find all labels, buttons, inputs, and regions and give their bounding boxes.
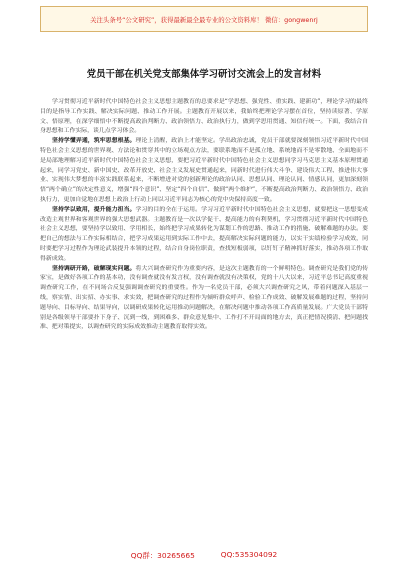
paragraph-text: 将大兴调查研究作为重要内容，是这次主题教育的一个鲜明特色。调查研究是我们党的传家宝，是做好各项工作的基本功，没有调查就没有发言权，没有调查就没有决策权，党的十八大以来，习近平总书记高度重视调查研究工作，在不同场合反复强调调查研究的重要性。作为一名党员干部，必须大兴调查研究之风，带着问题深入基层一线，察实情、出实招、办实事、求实效，把调查研究的过程作为倾听群众呼声、检验工作成效、破解发展难题的过程，坚持问题导向、目标导向、结果导向，以调研成果转化运用推动问题解决，在解决问题中推动各项工作高质量发展。广大党员干部特别是各级领导干部要扑下身子、沉到一线，到困难多、群众意见集中、工作打不开局面的地方去，真正把情况摸清、把问题找准、把对策提实，以调查研究的实际成效推动主题教育取得实效。 <box>40 265 368 331</box>
document-title: 党员干部在机关党支部集体学习研讨交流会上的发言材料 <box>86 69 322 80</box>
banner-text: 关注头条号“公文研究”，获得最新最全最专业的公文资料库！ 微信：gongwenrj <box>90 15 318 24</box>
footer-qq: QQ:535304092 <box>220 550 278 559</box>
paragraph <box>40 137 368 206</box>
paragraph-lead: 坚持调研开路，破解现实问题。 <box>52 265 136 272</box>
paragraph-text: 学习的目的全在于运用。学习习近平新时代中国特色社会主义思想，就要把这一思想变成改造主观世界和客观世界的强大思想武器。主题教育是一次以学促干、提高能力的有利契机，学习贯彻习近平新时代中国特色社会主义思想，要坚持学以致用、学用相长，始终把学习成果转化为谋划工作的思路、推动工作的措施、破解难题的办法。要把自己的想法与工作实际相结合，把学习成果运用到实际工作中去，提高解决实际问题的能力，以实干实绩检验学习成效，同时要把学习过程作为理论武装提升本领的过程，结合自身岗位职责，查找短板弱项，以钉钉子精神抓好落实，推动各项工作取得新成效。 <box>40 206 368 262</box>
paragraph <box>40 265 368 334</box>
footer-contact <box>40 550 368 561</box>
paragraph-lead: 坚持学懂弄通，筑牢思想根基。 <box>52 138 136 145</box>
paragraph-text: 理论上清醒，政治上才能坚定。学出政治忠诚，党员干部就要深刻领悟习近平新时代中国特色社会主义思想的世界观、方法论和贯穿其中的立场观点方法，要联系地而不是孤立地、系统地而不是零散地、全面地而不是局部地理解习近平新时代中国特色社会主义思想，要把习近平新时代中国特色社会主义思想同学习马克思主义基本原理贯通起来，同学习党史、新中国史、改革开放史、社会主义发展史贯通起来，同新时代进行伟大斗争、建设伟大工程、推进伟大事业、实现伟大梦想的丰富实践联系起来，不断增进对党的创新理论的政治认同、思想认同、理论认同、情感认同，更加深刻领悟“两个确立”的决定性意义，增强“四个意识”、坚定“四个自信”、做到“两个维护”，不断提高政治判断力、政治领悟力、政治执行力，更加自觉地在思想上政治上行动上同以习近平同志为核心的党中央保持高度一致。 <box>40 138 368 203</box>
header-banner <box>40 6 368 32</box>
document-body <box>40 98 368 510</box>
paragraph-text: 学习贯彻习近平新时代中国特色社会主义思想主题教育的总要求是“学思想、强党性、重实践、建新功”，理论学习的最终目的是指导工作实践、解决实际问题、推动工作开展。主题教育开展以来，我始终把理论学习摆在首位，坚持读原著、学原文、悟原理，在深学细悟中不断提高政治判断力、政治领悟力、政治执行力，做到学思用贯通、知信行统一。下面，我结合自身思想和工作实际，谈几点学习体会。 <box>40 99 368 135</box>
paragraph <box>40 98 368 137</box>
paragraph <box>40 206 368 265</box>
paragraph-lead: 坚持学以致用，提升能力担当。 <box>52 206 136 213</box>
footer-qq-group: QQ群：30265665 <box>130 551 195 560</box>
